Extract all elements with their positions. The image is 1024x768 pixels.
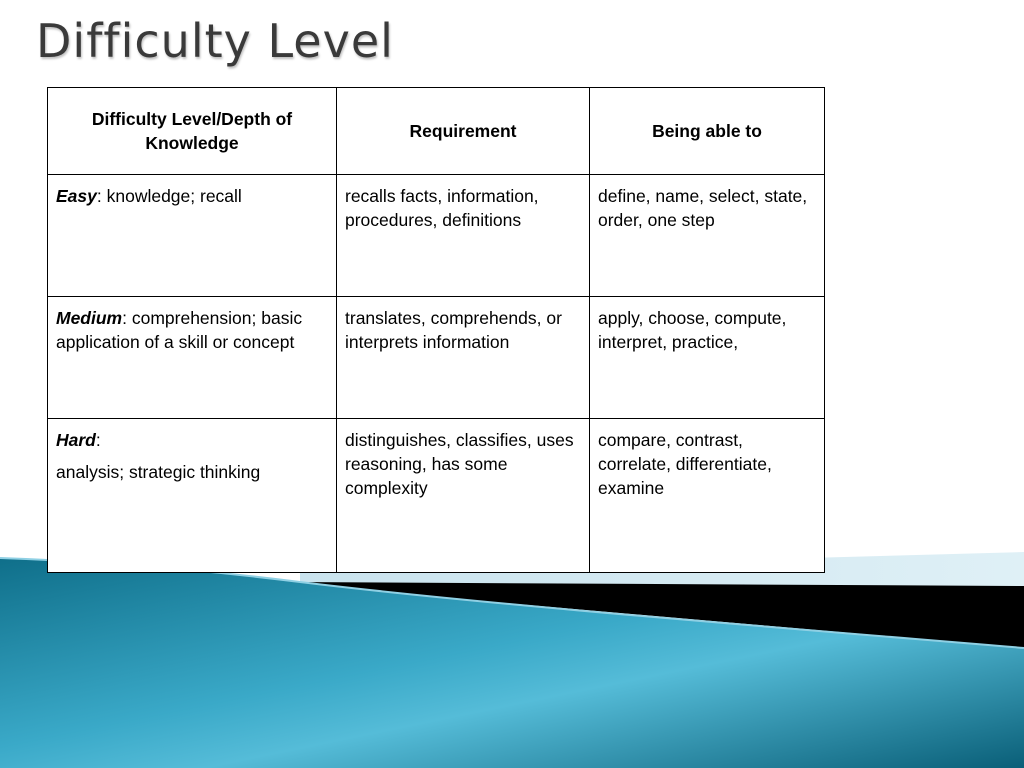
slide-title: Difficulty Level — [36, 14, 394, 68]
header-being-able-to: Being able to — [590, 88, 825, 175]
header-requirement: Requirement — [337, 88, 590, 175]
level-cell — [48, 297, 337, 419]
level-suffix: : — [95, 430, 101, 450]
level-cell — [48, 419, 337, 573]
being-able-to-cell: apply, choose, compute, interpret, practice, — [590, 297, 825, 419]
level-name: Easy — [56, 186, 97, 206]
level-name: Medium — [56, 308, 123, 328]
level-heading — [56, 428, 328, 452]
level-cell — [48, 175, 337, 297]
level-description: : knowledge; recall — [96, 186, 242, 206]
being-able-to-cell: compare, contrast, correlate, differentiate, examine — [590, 419, 825, 573]
table-row — [48, 175, 825, 297]
table-row — [48, 419, 825, 573]
level-description: analysis; strategic thinking — [56, 462, 261, 482]
being-able-to-cell: define, name, select, state, order, one step — [590, 175, 825, 297]
requirement-cell: recalls facts, information, procedures, definitions — [337, 175, 590, 297]
table-header-row — [48, 88, 825, 175]
requirement-cell: translates, comprehends, or interprets information — [337, 297, 590, 419]
table-row — [48, 297, 825, 419]
level-name: Hard — [56, 430, 96, 450]
level-description: : comprehension; basic application of a skill or concept — [56, 308, 303, 352]
header-difficulty-level: Difficulty Level/Depth of Knowledge — [48, 88, 337, 175]
requirement-cell: distinguishes, classifies, uses reasoning, has some complexity — [337, 419, 590, 573]
difficulty-table — [47, 87, 825, 573]
